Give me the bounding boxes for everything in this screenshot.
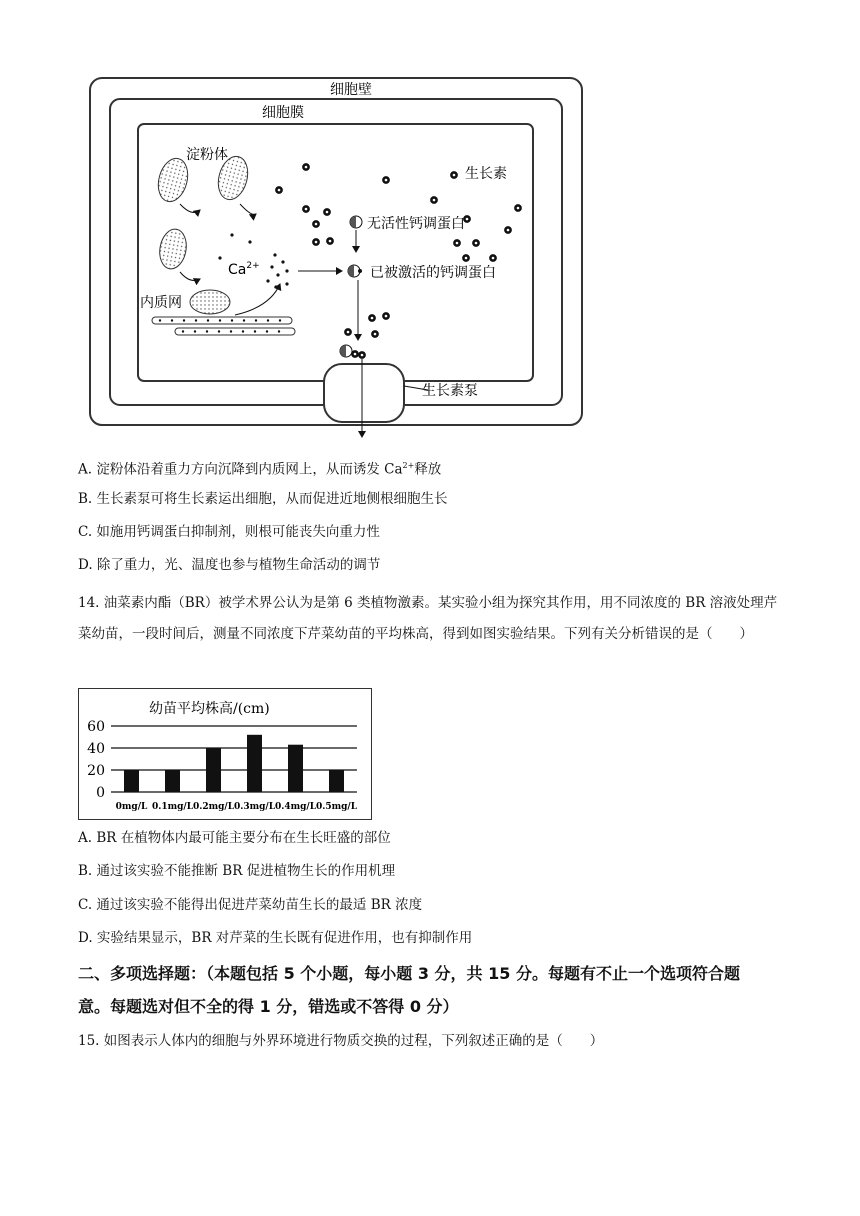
chart-xtick-label: 0mg/L [115,802,148,812]
q14-option-d: D. 实验结果显示，BR 对芹菜的生长既有促进作用，也有抑制作用 [78,930,473,946]
auxin-pump-label: 生长素泵 [422,383,478,399]
calmodulin-auxin-complex [340,345,352,357]
activated-calmodulin-icon [348,265,362,277]
q13-option-b: B. 生长素泵可将生长素运出细胞，从而促进近地侧根细胞生长 [78,491,448,507]
bar-chart-svg [79,689,371,819]
chart-bar [288,745,303,792]
amyloplast-label: 淀粉体 [186,147,228,163]
chart-ytick-label: 0 [96,785,105,801]
amyloplast-3 [157,227,190,271]
q14-option-c: C. 通过该实验不能得出促进芹菜幼苗生长的最适 BR 浓度 [78,897,423,913]
auxin-molecules [276,164,520,357]
ca-label: $Ca^{2+}$ [228,261,260,278]
chart-bar [165,770,180,792]
chart-bar [329,770,344,792]
auxin-label: 生长素 [465,166,507,182]
auxin-pump [324,364,404,422]
chart-xtick-label: 0.3mg/L [233,802,276,812]
er-membrane-2 [175,328,295,335]
section2-heading-line1: 二、多项选择题：（本题包括 5 个小题，每小题 3 分，共 15 分。每题有不止一个选项符合题 [78,964,740,983]
amyloplast-4 [190,290,230,314]
chart-bar [247,735,262,792]
q13-option-a: A. 淀粉体沿着重力方向沉降到内质网上，从而诱发 $Ca^{2+}$释放 [78,461,442,478]
chart-ytick-label: 60 [87,719,105,735]
inactive-calmodulin-label: 无活性钙调蛋白 [367,216,465,232]
chart-xtick-label: 0.4mg/L [274,802,317,812]
chart-ytick-label: 20 [87,763,105,779]
q13-option-c: C. 如施用钙调蛋白抑制剂，则根可能丧失向重力性 [78,524,380,540]
chart-xtick-label: 0.2mg/L [192,802,235,812]
q13-option-d: D. 除了重力，光、温度也参与植物生命活动的调节 [78,557,381,573]
q14-option-b: B. 通过该实验不能推断 BR 促进植物生长的作用机理 [78,863,396,879]
inactive-calmodulin-icon [350,216,362,228]
cell-membrane-label: 细胞膜 [262,105,304,121]
section2-heading-line2: 意。每题选对但不全的得 1 分，错选或不答得 0 分） [78,997,459,1016]
chart-bar [206,748,221,792]
chart-ytick-label: 40 [87,741,105,757]
activated-calmodulin-label: 已被激活的钙调蛋白 [370,265,496,281]
cell-wall-label: 细胞壁 [330,82,372,98]
chart-bar [124,770,139,792]
bar-chart [78,688,372,820]
root-cell-diagram [80,72,600,442]
q14-stem: 14. 油菜素内酯（BR）被学术界公认为是第 6 类植物激素。某实验小组为探究其作用，用不同浓度的 BR 溶液处理芹菜幼苗，一段时间后，测量不同浓度下芹菜幼苗的平均株高，得到如图实验结果。下列有关分析错误的是（ ） [78,595,778,642]
chart-xtick-label: 0.5mg/L [315,802,358,812]
chart-title: 幼苗平均株高/(cm) [149,701,270,717]
q14-option-a: A. BR 在植物体内最可能主要分布在生长旺盛的部位 [78,830,391,846]
er-label: 内质网 [140,295,182,311]
chart-xtick-label: 0.1mg/L [151,802,194,812]
q15-stem: 15. 如图表示人体内的细胞与外界环境进行物质交换的过程，下列叙述正确的是（ ） [78,1033,604,1049]
